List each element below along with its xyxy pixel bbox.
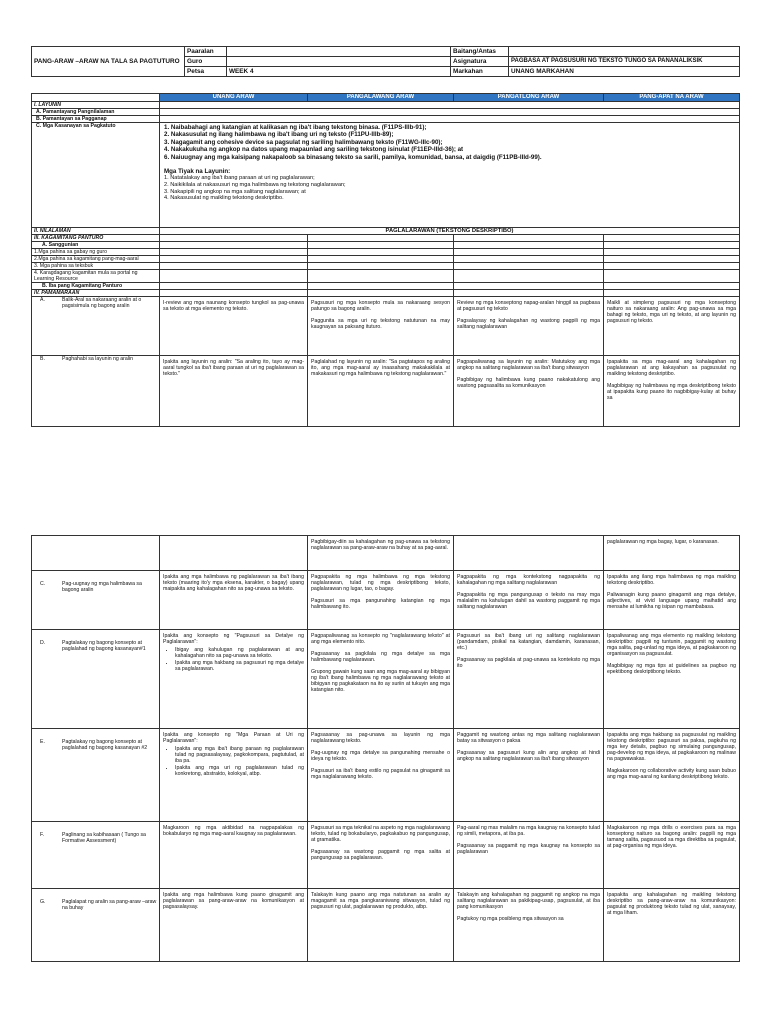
cell-a-day3: [454, 297, 604, 356]
para: Ipakita ang konsepto ng "Mga Paraan at Uri ng Paglalarawan":: [163, 732, 304, 744]
label-iba-pang-kagamitang: B. Iba pang Kagamitang Panturo: [32, 283, 160, 290]
guro-label: Guro: [185, 57, 227, 67]
empty-cell: [454, 263, 604, 270]
cell-b-day3: [454, 356, 604, 427]
bullet-item: • Ibigay ang kahulugan ng paglalarawan at ang kahalagahan nito sa pag-unawa sa teksto.: [175, 647, 304, 659]
para: Pagpapaliwanag sa layunin ng aralin: Matutukoy ang mga angkop na salitang naglalarawan sa iba't ibang sitwasyon: [457, 359, 600, 371]
empty-cell: [160, 116, 740, 123]
para: Magkakaroon ng collaborative activity kung saan bubuo ang mga mag-aaral ng kanilang deskriptibong teksto.: [607, 768, 736, 780]
label-teksbuk: 3. Mga pahina sa teksbuk: [32, 263, 160, 270]
cell-a-day2: [308, 297, 454, 356]
markahan-label: Markahan: [451, 67, 509, 77]
markahan-value: UNANG MARKAHAN: [509, 67, 740, 77]
empty-cell: [604, 290, 740, 297]
guro-value: [227, 57, 451, 67]
baitang-label: Baitang/Antas: [451, 47, 509, 57]
row-label-text: Paglalapat ng aralin sa pang-araw –araw na buhay: [62, 899, 157, 911]
row-key: C.: [40, 581, 46, 587]
empty-cell: [604, 270, 740, 283]
objectives-cell: [160, 123, 740, 228]
cell-e-day4: [604, 729, 740, 822]
left-title: PANG-ARAW –ARAW NA TALA SA PAGTUTURO: [32, 47, 185, 77]
para: Pag-aaral ng mas malalim na mga kaugnay na konsepto tulad ng simili, metapora, at iba pa.: [457, 825, 600, 837]
cell-c-day1: Ipakita ang mga halimbawa ng paglalarawan sa iba't ibang teksto (maaring ito'y mga eksena, karakter, o bagay) upang maipakita ang kahalagahan nito sa pag-unawa sa teksto.: [160, 571, 308, 630]
tiyak-1: 1. Natatalakay ang iba't ibang paraan at uri ng paglalarawan;: [164, 175, 315, 182]
empty-cell: [604, 249, 740, 256]
petsa-value: WEEK 4: [227, 67, 451, 77]
cell-c-day4: [604, 571, 740, 630]
para: Ipakita ang konsepto ng "Pagsusuri sa Detalye ng Paglalarawan":: [163, 633, 304, 645]
row-label-text: Paglinang sa kabihasaan ( Tungo sa Formative Assessment): [62, 832, 146, 844]
para: Magbibigay ng halimbawa ng mga deskriptibong teksto at ipapakita kung paano ito nagbibigay-kulay at buhay sa: [607, 383, 736, 401]
day-header-3: PANGATLONG ARAW: [454, 94, 604, 102]
row-label-c: [32, 571, 160, 630]
cell-b-day4: [604, 356, 740, 427]
empty-cell: [454, 235, 604, 242]
row-label-e: [32, 729, 160, 822]
para: Review ng mga konseptong napag-aralan hinggil sa pagbasa at pagsusuri ng teksto: [457, 300, 600, 312]
label-pamantayan-pagganap: B. Pamantayan sa Pagganap: [32, 116, 160, 123]
empty-cell: [160, 283, 308, 290]
empty-cell: [604, 263, 740, 270]
empty-cell: [308, 235, 454, 242]
competency-1: 1. Naibabahagi ang katangian at kalikasan ng iba't ibang tekstong binasa. (F11PS-IIIb-91);: [164, 124, 427, 131]
empty-cell: [160, 102, 740, 109]
empty-cell: [454, 290, 604, 297]
cell-d-day4: [604, 630, 740, 729]
cell-d-day1: [160, 630, 308, 729]
empty-cell: [308, 283, 454, 290]
para: Ipapakita sa mga mag-aaral ang kahalagahan ng paglalarawan at ang kakayahan sa pagsusulat ng maikling tekstong deskriptibo.: [607, 359, 736, 377]
tiyak-3: 3. Nakapipili ng angkop na mga salitang naglalarawan; at: [164, 188, 306, 195]
para: Pagpapaliwanag sa konsepto ng "naglalarawang teksto" at ang mga elemento nito.: [311, 633, 450, 645]
bullet-item: • Ipakita ang mga iba't ibang paraan ng paglalarawan tulad ng pagsasalaysay, pagkokompara, pagtutulad, at iba pa.: [175, 746, 304, 764]
row-label-text: Pagtalakay ng bagong konsepto at paglalahad ng bagong kasanayan #2: [62, 739, 148, 751]
row-key: F.: [40, 832, 45, 838]
bullet-list: [175, 746, 304, 777]
label-kasanayan: C. Mga Kasanayan sa Pagkatuto: [32, 123, 160, 228]
label-karagdagang: 4. Karagdagang kagamitan mula sa portal ng Learning Resource: [32, 270, 160, 283]
row-label-text: Paghahabi sa layunin ng aralin: [62, 356, 133, 362]
section-kagamitang: III. KAGAMITANG PANTURO: [32, 235, 160, 242]
section-layunin: I. LAYUNIN: [32, 102, 160, 109]
para: Pag-uugnay ng mga detalye sa pangunahing mensahe o ideya ng teksto.: [311, 750, 450, 762]
para: Pagsalaysay ng kahalagahan ng wastong pagpili ng mga salitang naglalarawan: [457, 318, 600, 330]
row-label-text: Balik-Aral sa nakaraang aralin at o pagsisimula ng bagong aralin: [62, 297, 142, 309]
para: Pagsasanay sa wastong paggamit ng mga salita at pangungusap sa paglalarawan.: [311, 849, 450, 861]
empty-cell: [160, 536, 308, 571]
row-label-b: [32, 356, 160, 427]
cell-b-day1: Ipakita ang layunin ng aralin: "Sa araling ito, tayo ay mag-aaral tungkol sa iba't ibang paraan at uri ng paglalarawan sa teksto.": [160, 356, 308, 427]
para: Paggamit ng wastong antas ng mga salitang naglalarawan batay sa sitwasyon o paksa: [457, 732, 600, 744]
empty-cell: [454, 270, 604, 283]
paaralan-label: Paaralan: [185, 47, 227, 57]
row-key: B.: [40, 356, 45, 362]
para: Pagsasanay sa pag-unawa sa layunin ng mga naglalarawang teksto.: [311, 732, 450, 744]
cell-cont-day2: Pagbibigay-diin sa kahalagahan ng pag-unawa sa tekstong naglalarawan sa pang-araw-araw na buhay at sa pag-aaral.: [308, 536, 454, 571]
para: Pagsusuri ng mga konsepto mula sa nakaraang sesyon patungo sa bagong aralin.: [311, 300, 450, 312]
asignatura-value: PAGBASA AT PAGSUSURI NG TEKSTO TUNGO SA PANANALIKSIK: [509, 57, 740, 67]
cell-a-day1: I-review ang mga naunang konsepto tungkol sa pag-unawa sa teksto at mga elemento ng teksto.: [160, 297, 308, 356]
baitang-value: [509, 47, 740, 57]
para: Pagbibigay ng halimbawa kung paano nakakatulong ang wastong pagsasalita sa komunikasyon: [457, 377, 600, 389]
tiyak-2: 2. Naikikilala at nakasusuri ng mga halimbawa ng tekstong naglalarawan;: [164, 182, 346, 189]
para: Pagpapakita ng mga pangungusap o teksto na may mga malalalim na kahulugan dahil sa wastong paggamit ng mga salitang naglalarawan: [457, 592, 600, 610]
para: Pagsasanay sa pagkilala ng mga detalye sa mga halimbawang naglalarawan.: [311, 651, 450, 663]
empty-cell: [308, 256, 454, 263]
empty-cell: [308, 242, 454, 249]
corner-cell: [32, 94, 160, 102]
day-header-2: PANGALAWANG ARAW: [308, 94, 454, 102]
lesson-table-page2: [31, 535, 740, 962]
para: Magbibigay ng mga tips at guidelines sa pagbuo ng epektibong deskriptibong teksto.: [607, 663, 736, 675]
cell-e-day1: [160, 729, 308, 822]
empty-cell: [604, 256, 740, 263]
para: Pagsasanay sa pagkilala at pag-unawa sa konteksto ng mga ito: [457, 657, 600, 669]
row-label-d: [32, 630, 160, 729]
tiyak-title: Mga Tiyak na Layunin:: [164, 168, 231, 176]
bullet-item: • Ipakita ang mga hakbang sa pagsusuri ng mga detalye sa paglalarawan.: [175, 660, 304, 672]
label-kagamitang-mag-aaral: 2.Mga pahina sa kagamitang pang-mag-aaral: [32, 256, 160, 263]
para: Pagtukoy ng mga posibleng mga sitwasyon sa: [457, 916, 564, 922]
para: Ipapakita ang mga hakbang sa pagsusulat ng maikling tekstong deskriptibo: pagsusuri sa paksa, pagkuha ng mga key details, pagbuo ng simulaing pangungusap, pag-develop ng mga ideya, at pagkakaroon ng malinaw na pagwawakas.: [607, 732, 736, 762]
para: Talakayin ang kahalagahan ng paggamit ng angkop na mga salitang naglalarawan sa pakikipag-usap, pagsusulat, at iba pang komunikasyon: [457, 892, 600, 910]
cell-g-day4: Ipapakita ang kahalagahan ng maikling tekstong deskriptibo sa pang-araw-araw na komunikasyon: pagsulat ng produktong teksto tulad ng ulat, sanaysay, at mga liham.: [604, 889, 740, 962]
cell-f-day2: [308, 822, 454, 889]
nilalaman-value: PAGLALARAWAN (TEKSTONG DESKRIPTIBO): [160, 228, 740, 235]
row-key: E.: [40, 739, 45, 745]
para: Pagpapakita ng mga halimbawa ng mga tekstong naglalarawan, tulad ng mga deskriptibong teksto, paglalarawan ng lugar, tao, o bagay.: [311, 574, 450, 592]
day-header-1: UNANG ARAW: [160, 94, 308, 102]
para: Ipapakita ang ilang mga halimbawa ng mga maikling tekstong deskriptibo.: [607, 574, 736, 586]
cell-g-day2: Talakayin kung paano ang mga natutunan sa aralin ay magagamit sa mga pangkaraniwang sitwasyon, tulad ng pagsusuri ng ulat, paglalarawan ng produkto, atbp.: [308, 889, 454, 962]
competency-2: 2. Nakasusulat ng ilang halimbawa ng iba't ibang uri ng teksto (F11PU-IIIb-89);: [164, 131, 394, 139]
para: Pagsusuri sa mga pangunahing katangian ng mga halimbawang ito.: [311, 598, 450, 610]
empty-cell: [160, 249, 308, 256]
row-label-text: Pagtalakay ng bagong konsepto at paglalahad ng bagong kasanayan#1: [62, 640, 146, 652]
cell-g-day3: [454, 889, 604, 962]
empty-cell: [454, 256, 604, 263]
cell-f-day3: [454, 822, 604, 889]
row-key: A.: [40, 297, 45, 303]
section-pamamaraan: IV. PAMAMARAAN: [32, 290, 160, 297]
empty-cell: [32, 536, 160, 571]
bullet-item: • Ipakita ang mga uri ng paglalarawan tulad ng konkretong, abstrakto, kolokyal, atbp.: [175, 765, 304, 777]
row-label-text: Pag-uugnay ng mga halimbawa sa bagong aralin: [62, 581, 142, 593]
cell-f-day4: Magkakaroon ng mga drills o exercises para sa mga konseptong naituro sa bagong aralin: pagpili ng mga tamang salita, pagsusuod sa mga direktiba sa pagsulat, at pag-organisa ng mga ideya.: [604, 822, 740, 889]
para: Grupong gawain kung saan ang mga mag-aaral ay bibigyan ng iba't ibang halimbawa ng mga naglalarawang teksto at bibigyan ng pagkakataon na ito ay suriin at tukuyin ang mga katangian nito.: [311, 669, 450, 693]
empty-cell: [308, 249, 454, 256]
empty-cell: [604, 235, 740, 242]
cell-d-day2: [308, 630, 454, 729]
para: Pagsusuri sa iba't ibang uri ng salitang naglalarawan (pandamdam, pisikal na katangian, damdamin, karanasan, etc.): [457, 633, 600, 651]
competency-3: 3. Nagagamit ang cohesive device sa pagsulat ng sariling halimbawang teksto (F11WG-IIIc-90);: [164, 138, 443, 146]
label-sanggunian: A. Sanggunian: [32, 242, 160, 249]
para: Pagpapakita ng mga kontekstong nagpapakita ng kahalagahan ng mga salitang naglalarawan: [457, 574, 600, 586]
tiyak-4: 4. Nakasusulat ng maikling tekstong deskriptibo.: [164, 195, 284, 202]
empty-cell: [454, 242, 604, 249]
row-key: G.: [40, 899, 46, 905]
row-label-g: [32, 889, 160, 962]
cell-cont-day4: paglalarawan ng mga bagay, lugar, o karanasan.: [604, 536, 740, 571]
empty-cell: [454, 283, 604, 290]
empty-cell: [308, 263, 454, 270]
header-table: [31, 46, 740, 77]
empty-cell: [160, 242, 308, 249]
label-pamantayang-pangnilalaman: A. Pamantayang Pangnilalaman: [32, 109, 160, 116]
empty-cell: [160, 256, 308, 263]
label-gabay-guro: 1.Mga pahina sa gabay ng guro: [32, 249, 160, 256]
empty-cell: [604, 242, 740, 249]
para: Pagsasanay sa pagsusuri kung alin ang angkop at hindi angkop na salitang naglalarawan sa iba't ibang sitwasyon: [457, 750, 600, 762]
cell-e-day2: [308, 729, 454, 822]
empty-cell: [160, 235, 308, 242]
bullet-list: [175, 647, 304, 672]
competency-4: 4. Nakakukuha ng angkop na datos upang mapaunlad ang sariling tekstong isinulat (F11EP-IIId-36); at: [164, 146, 464, 154]
cell-g-day1: Ipakita ang mga halimbawa kung paano ginagamit ang paglalarawan sa pang-araw-araw na komunikasyon at pagsasalaysay.: [160, 889, 308, 962]
para: Paliwanagin kung paano ginagamit ang mga detalye, adjectives, at vivid language upang maihatid ang mensahe at lumikha ng isipan ng mambabasa.: [607, 592, 736, 610]
empty-cell: [308, 270, 454, 283]
section-nilalaman: II. NILALAMAN: [32, 228, 160, 235]
cell-f-day1: Magkaroon ng mga aktibidad na nagpapalakas ng bokabularyo ng mga mag-aaral kaugnay sa paglalarawan.: [160, 822, 308, 889]
para: Pagsusuri sa iba't ibang estilo ng pagsulat na ginagamit sa mga naglalarawang teksto.: [311, 768, 450, 780]
petsa-label: Petsa: [185, 67, 227, 77]
para: Pagsasanay sa paggamit ng mga kaugnay na konsepto sa paglalarawan: [457, 843, 600, 855]
cell-c-day2: [308, 571, 454, 630]
empty-cell: [160, 109, 740, 116]
para: Ipapaliwanag ang mga elemento ng maikling tekstong deskriptibo: pagpili ng tuntunin, paggamit ng wastong mga salita, pag-unlad ng mga ideya, at pagkakaroon ng organisasyon sa pagsusulat.: [607, 633, 736, 657]
cell-c-day3: [454, 571, 604, 630]
row-label-f: [32, 822, 160, 889]
empty-cell: [160, 270, 308, 283]
para: Paggunita sa mga uri ng tekstong natutunan na may kaugnayan sa paksang ituturo.: [311, 318, 450, 330]
cell-b-day2: Paglalahad ng layunin ng aralin: "Sa pagtatapos ng araling ito, ang mga mag-aaral ay inaasahang makakakilala at makakasuri ng mga halimbawa ng tekstong naglalarawan.": [308, 356, 454, 427]
cell-d-day3: [454, 630, 604, 729]
competency-5: 6. Naiuugnay ang mga kaisipang nakapaloob sa binasang teksto sa sarili, pamilya, komunidad, bansa, at daigdig (F11PB-IIId-99).: [164, 153, 542, 161]
empty-cell: [308, 290, 454, 297]
lesson-table-page1: [31, 93, 740, 427]
empty-cell: [604, 283, 740, 290]
cell-e-day3: [454, 729, 604, 822]
empty-cell: [160, 290, 308, 297]
empty-cell: [454, 249, 604, 256]
row-key: D.: [40, 640, 46, 646]
para: Pagsusuri sa mga teknikal na aspeto ng mga naglalarawang teksto, tulad ng bokabularyo, pagkakabuo ng pangungusap, at gramatika.: [311, 825, 450, 843]
empty-cell: [160, 263, 308, 270]
row-label-a: [32, 297, 160, 356]
cell-a-day4: Maikli at simpleng pagsusuri ng mga konseptong naituro sa nakaraang aralin: Ang pag-unawa sa mga bahagi ng teksto, mga uri ng teksto, at ang layunin ng pagsusuri ng teksto.: [604, 297, 740, 356]
day-header-4: PANG-APAT NA ARAW: [604, 94, 740, 102]
paaralan-value: [227, 47, 451, 57]
asignatura-label: Asignatura: [451, 57, 509, 67]
empty-cell: [454, 536, 604, 571]
